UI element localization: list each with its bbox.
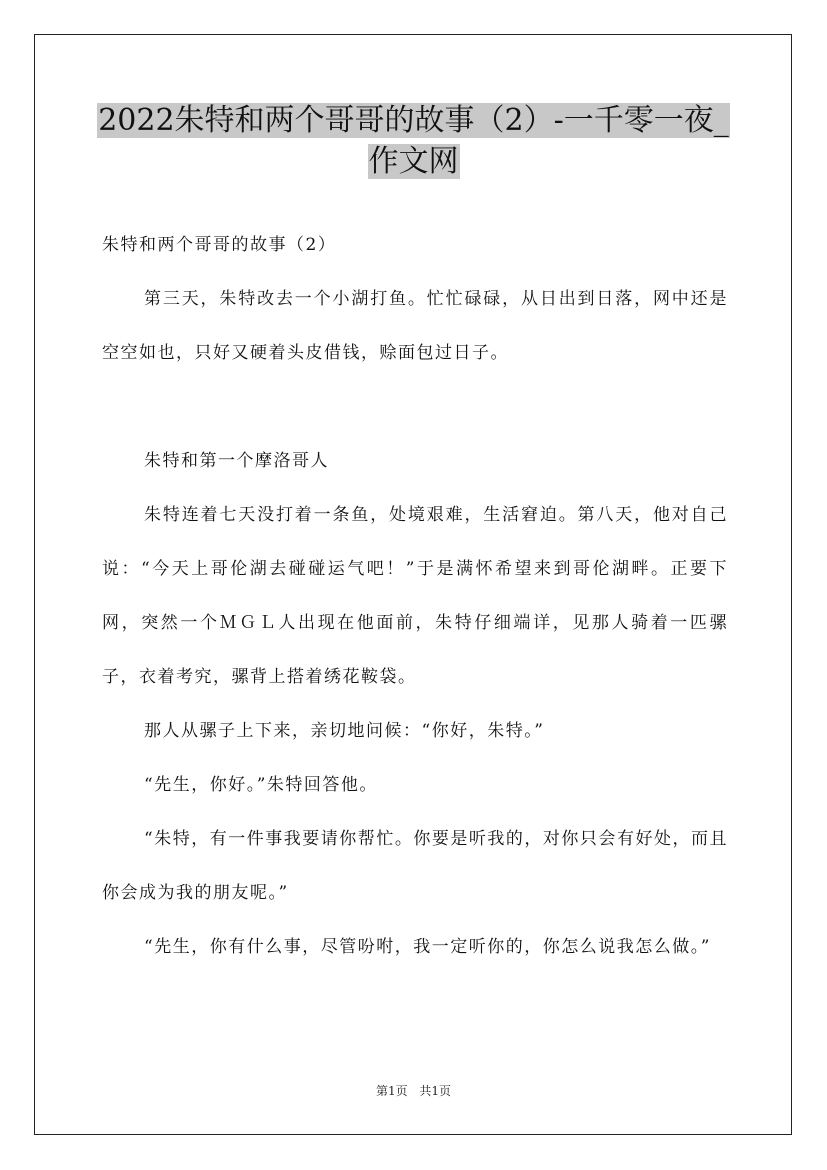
- paragraph: “先生，你有什么事，尽管吩咐，我一定听你的，你怎么说我怎么做。”: [144, 937, 711, 957]
- paragraph: 朱特连着七天没打着一条鱼，处境艰难，生活窘迫。第八天，他对自己说：“今天上哥伦湖去碰碰运气吧！”于是满怀希望来到哥伦湖畔。正要下网，突然一个ＭＧＬ人出现在他面前，朱特仔细端详，见那人骑着一匹骡子，衣着考究，骡背上搭着绣花鞍袋。: [102, 505, 728, 687]
- document-body: [102, 218, 728, 974]
- title-line-1: 2022朱特和两个哥哥的故事（2）-一千零一夜_: [98, 103, 729, 138]
- paragraph: “朱特，有一件事我要请你帮忙。你要是听我的，对你只会有好处，而且你会成为我的朋友呢。”: [102, 829, 728, 903]
- paragraph: “先生，你好。”朱特回答他。: [144, 775, 378, 795]
- page-number: 第1页: [375, 1084, 408, 1098]
- page-total: 共1页: [419, 1084, 452, 1098]
- section-heading: 朱特和第一个摩洛哥人: [144, 451, 329, 471]
- paragraph: 那人从骡子上下来，亲切地问候：“你好，朱特。”: [144, 721, 545, 741]
- paragraph: 第三天，朱特改去一个小湖打鱼。忙忙碌碌，从日出到日落，网中还是空空如也，只好又硬着头皮借钱，赊面包过日子。: [102, 289, 728, 363]
- page-footer: [0, 1082, 827, 1099]
- page-title: [70, 100, 757, 182]
- title-line-2: 作文网: [368, 144, 459, 179]
- subtitle: 朱特和两个哥哥的故事（2）: [102, 235, 337, 255]
- paragraph-gap: [102, 380, 728, 434]
